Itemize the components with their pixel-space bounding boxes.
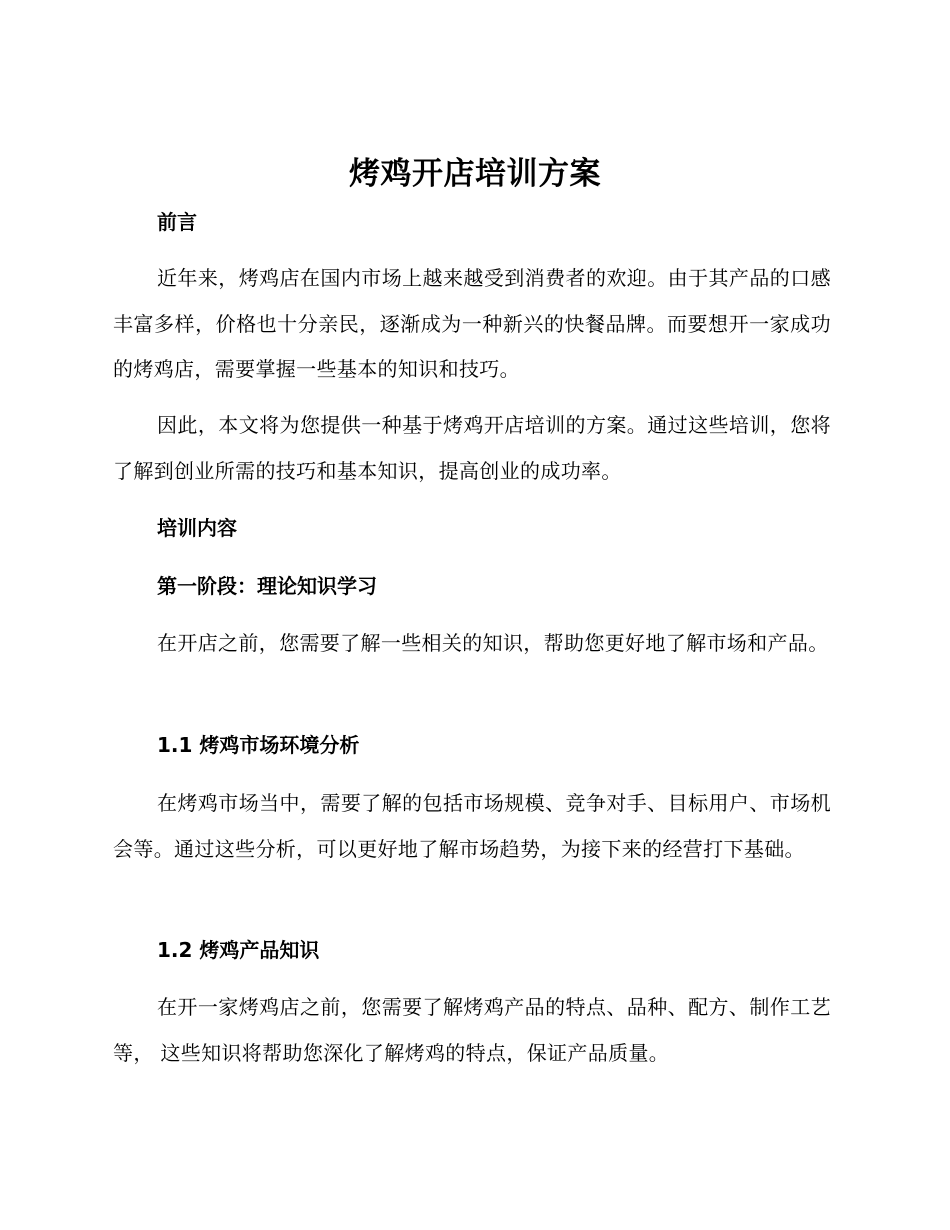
section-1-2-paragraph: 在开一家烤鸡店之前，您需要了解烤鸡产品的特点、品种、配方、制作工艺等， 这些知识将帮助您深化了解烤鸡的特点，保证产品质量。 bbox=[113, 995, 831, 1065]
section-1-1-heading: 1.1 烤鸡市场环境分析 bbox=[157, 733, 360, 757]
training-content-heading: 培训内容 bbox=[157, 516, 237, 540]
preface-heading: 前言 bbox=[157, 210, 197, 234]
stage-1-paragraph: 在开店之前，您需要了解一些相关的知识，帮助您更好地了解市场和产品。 bbox=[157, 631, 829, 655]
preface-paragraph-1: 近年来，烤鸡店在国内市场上越来越受到消费者的欢迎。由于其产品的口感丰富多样，价格也十分亲民，逐渐成为一种新兴的快餐品牌。而要想开一家成功的烤鸡店，需要掌握一些基本的知识和技巧。 bbox=[113, 266, 831, 381]
document-title: 烤鸡开店培训方案 bbox=[349, 156, 601, 192]
section-1-2-heading: 1.2 烤鸡产品知识 bbox=[157, 938, 320, 962]
section-1-1-paragraph: 在烤鸡市场当中，需要了解的包括市场规模、竞争对手、目标用户、市场机会等。通过这些分析，可以更好地了解市场趋势，为接下来的经营打下基础。 bbox=[113, 791, 831, 861]
preface-paragraph-2: 因此，本文将为您提供一种基于烤鸡开店培训的方案。通过这些培训，您将了解到创业所需的技巧和基本知识，提高创业的成功率。 bbox=[113, 413, 831, 483]
stage-1-heading: 第一阶段：理论知识学习 bbox=[157, 574, 377, 598]
